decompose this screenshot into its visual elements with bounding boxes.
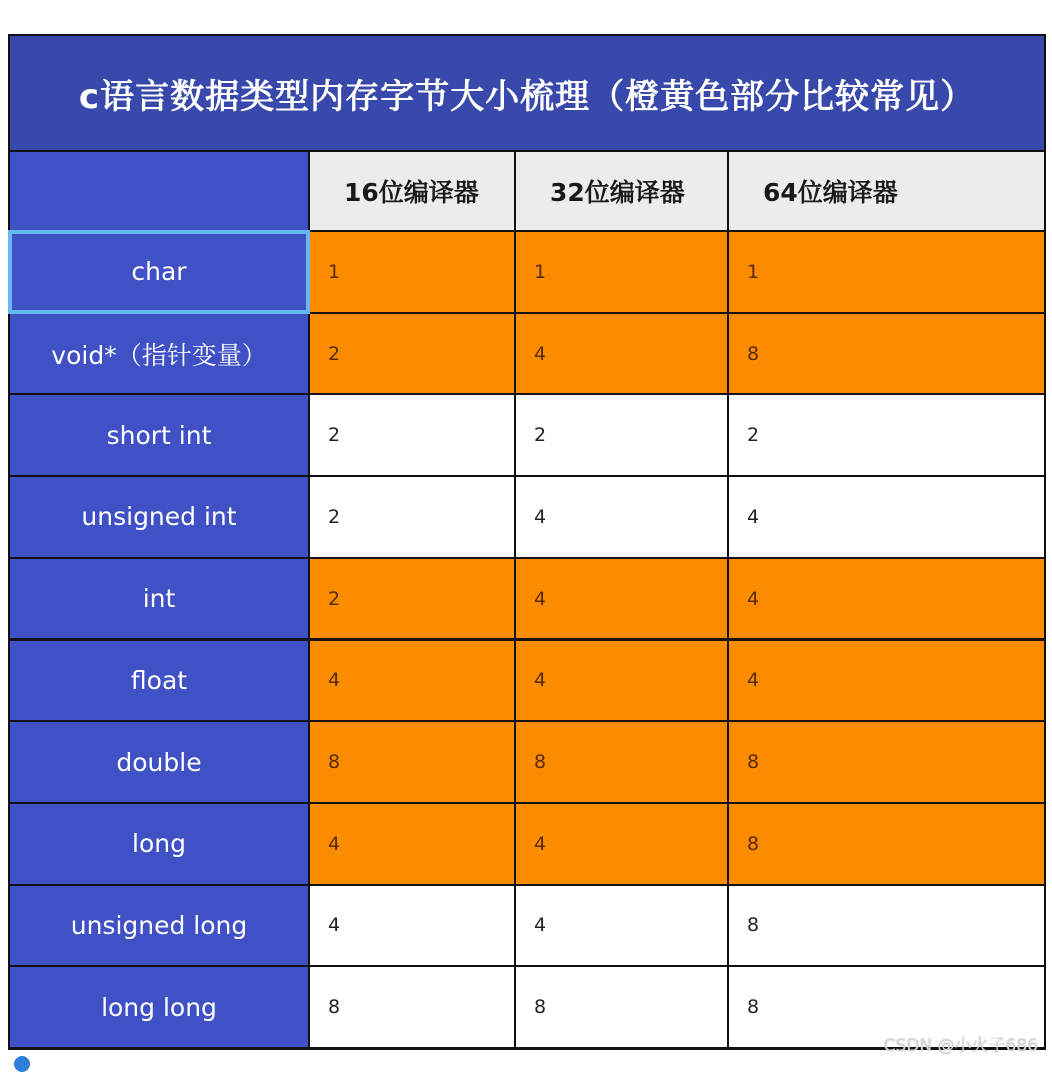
size-value-cell: 2 <box>729 395 1044 475</box>
column-header: 32位编译器 <box>516 152 727 230</box>
size-value-cell: 8 <box>729 804 1044 884</box>
column-header: 64位编译器 <box>729 152 1044 230</box>
size-value-cell: 4 <box>516 641 727 721</box>
size-value-cell: 1 <box>310 232 514 312</box>
size-value-cell: 4 <box>516 559 727 639</box>
size-value-cell: 2 <box>516 395 727 475</box>
row-type-label: short int <box>10 395 308 475</box>
size-value-cell: 8 <box>729 967 1044 1047</box>
size-value-cell: 2 <box>310 395 514 475</box>
size-value-cell: 4 <box>516 477 727 557</box>
row-type-label: float <box>10 641 308 721</box>
row-type-label: void*（指针变量） <box>10 314 308 394</box>
size-value-cell: 4 <box>310 886 514 966</box>
watermark: CSDN @小火子686 <box>883 1036 1038 1056</box>
size-value-cell: 8 <box>516 967 727 1047</box>
row-type-label: int <box>10 559 308 639</box>
size-value-cell: 2 <box>310 477 514 557</box>
header-corner-cell <box>10 152 308 230</box>
size-value-cell: 2 <box>310 559 514 639</box>
size-value-cell: 8 <box>729 886 1044 966</box>
size-value-cell: 4 <box>516 314 727 394</box>
size-value-cell: 4 <box>516 886 727 966</box>
data-type-size-table <box>8 34 1046 1050</box>
row-type-label: long <box>10 804 308 884</box>
size-value-cell: 8 <box>310 967 514 1047</box>
row-type-label: char <box>10 232 308 312</box>
row-type-label: unsigned long <box>10 886 308 966</box>
size-value-cell: 4 <box>516 804 727 884</box>
table-title: c语言数据类型内存字节大小梳理（橙黄色部分比较常见） <box>10 36 1044 150</box>
size-value-cell: 1 <box>729 232 1044 312</box>
size-value-cell: 2 <box>310 314 514 394</box>
size-value-cell: 1 <box>516 232 727 312</box>
size-value-cell: 8 <box>729 722 1044 802</box>
size-value-cell: 8 <box>729 314 1044 394</box>
size-value-cell: 8 <box>310 722 514 802</box>
row-type-label: double <box>10 722 308 802</box>
size-value-cell: 4 <box>729 559 1044 639</box>
row-type-label: long long <box>10 967 308 1047</box>
size-value-cell: 4 <box>729 641 1044 721</box>
size-value-cell: 4 <box>729 477 1044 557</box>
row-type-label: unsigned int <box>10 477 308 557</box>
size-value-cell: 4 <box>310 804 514 884</box>
edge-circle-icon <box>14 1056 30 1072</box>
size-value-cell: 8 <box>516 722 727 802</box>
size-value-cell: 4 <box>310 641 514 721</box>
column-header: 16位编译器 <box>310 152 514 230</box>
